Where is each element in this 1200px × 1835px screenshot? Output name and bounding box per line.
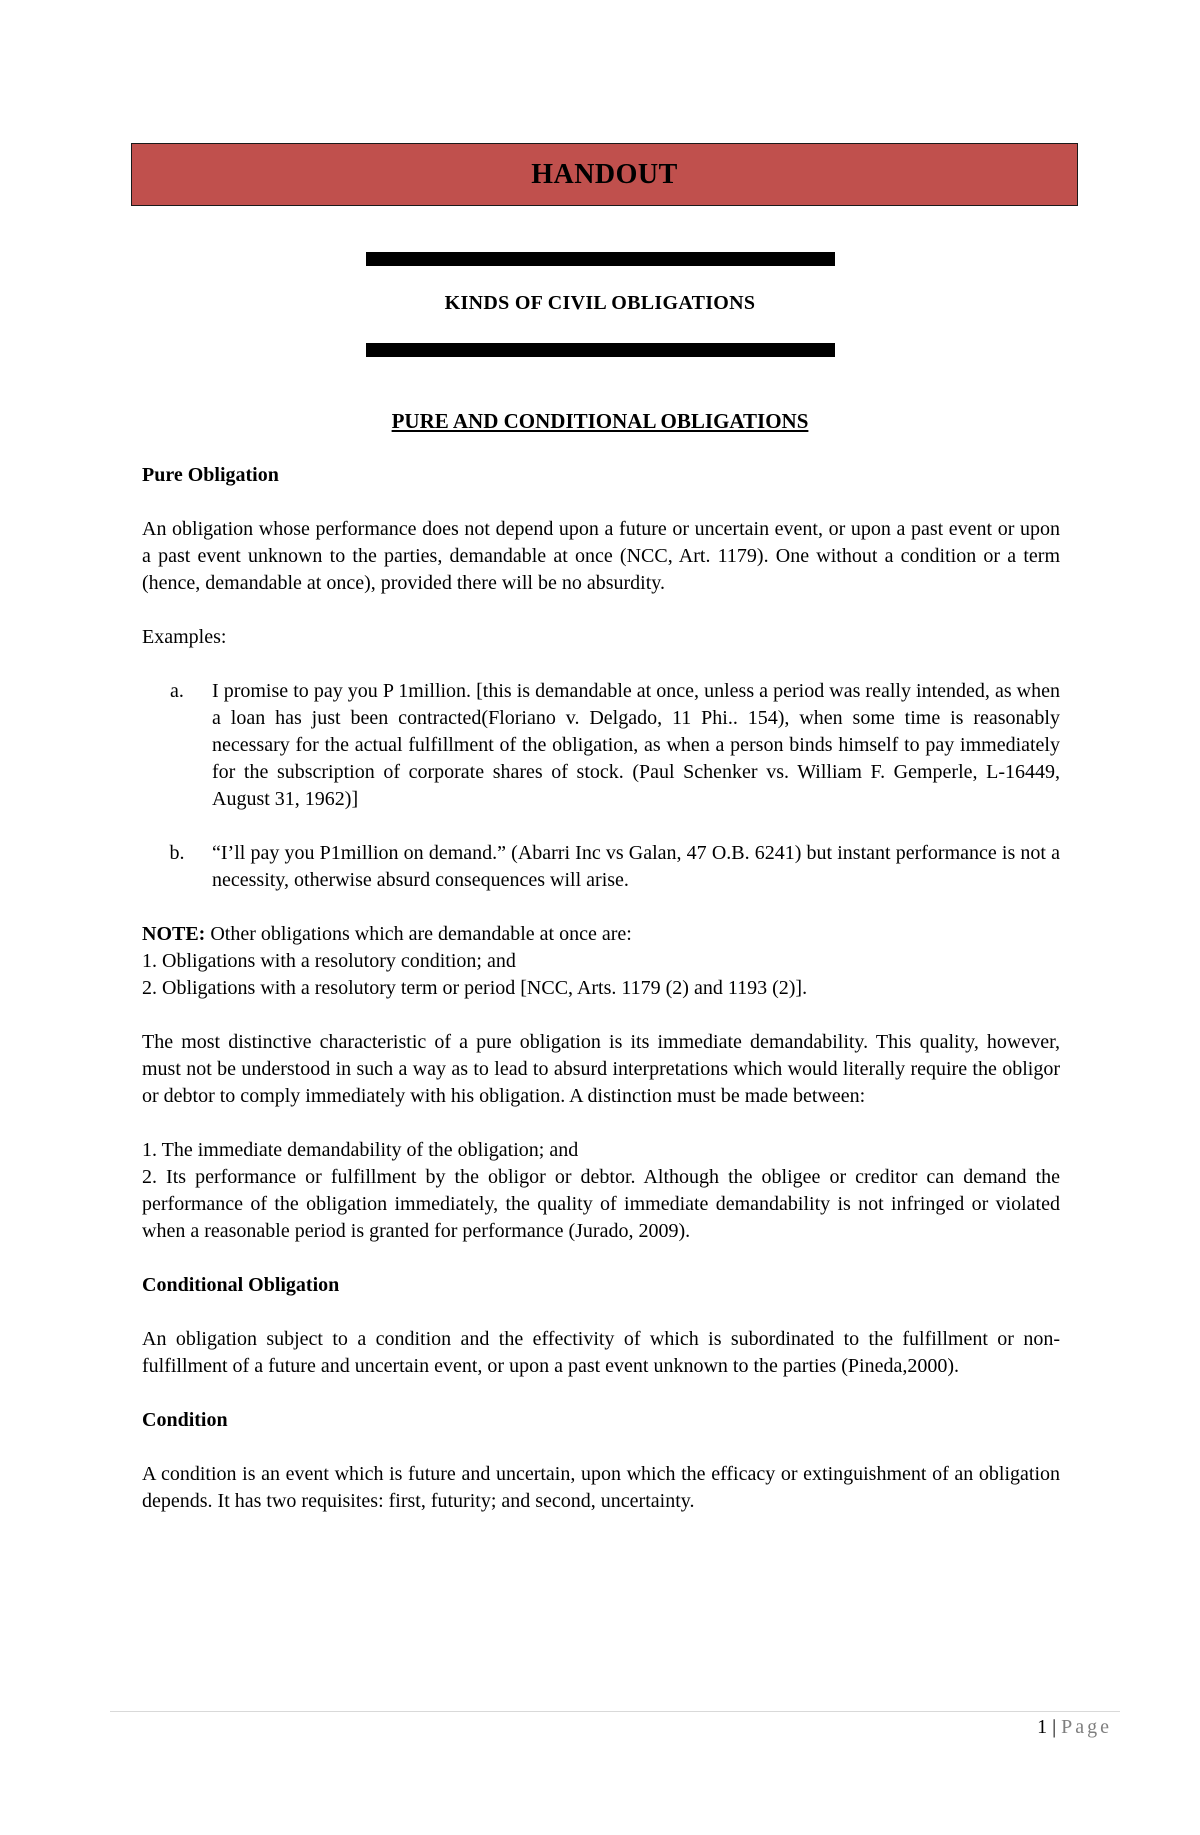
note-item: 2. Obligations with a resolutory term or period [NCC, Arts. 1179 (2) and 1193 (2)]. <box>142 977 808 999</box>
page-footer <box>1037 1716 1112 1739</box>
footer-separator: | <box>1052 1716 1057 1738</box>
section-title: PURE AND CONDITIONAL OBLIGATIONS <box>391 409 809 433</box>
handout-title: HANDOUT <box>531 158 678 190</box>
conditional-obligation-definition: An obligation subject to a condition and the effectivity of which is subordinated to the fulfillment or non-fulfillment of a future and uncertain event, or upon a past event unknown to the parties (Pineda,2000). <box>142 1328 1060 1377</box>
document-subtitle: KINDS OF CIVIL OBLIGATIONS <box>444 292 756 314</box>
distinction-item: 2. Its performance or fulfillment by the obligor or debtor. Although the obligee or creditor can demand the performance of the obligation immediately, the quality of immediate demandability is not infringed or violated when a reasonable period is granted for performance (Jurado, 2009). <box>142 1166 1060 1242</box>
distinction-item: 1. The immediate demandability of the obligation; and <box>142 1139 579 1161</box>
pure-obligation-definition: An obligation whose performance does not depend upon a future or uncertain event, or upon a past event or upon a past event unknown to the parties, demandable at once (NCC, Art. 1179). One without a condition or a term (hence, demandable at once), provided there will be no absurdity. <box>142 518 1060 594</box>
conditional-obligation-heading: Conditional Obligation <box>142 1274 340 1296</box>
document-body <box>142 462 1060 1515</box>
list-marker: a. <box>170 680 184 702</box>
example-text: “I’ll pay you P1million on demand.” (Abarri Inc vs Galan, 47 O.B. 6241) but instant performance is not a necessity, otherwise absurd consequences will arise. <box>212 842 1060 891</box>
condition-heading: Condition <box>142 1409 228 1431</box>
note-intro: Other obligations which are demandable at once are: <box>205 923 632 945</box>
condition-definition: A condition is an event which is future and uncertain, upon which the efficacy or extinguishment of an obligation depends. It has two requisites: first, futurity; and second, uncertainty. <box>142 1463 1060 1512</box>
pure-obligation-heading: Pure Obligation <box>142 464 279 486</box>
note-label: NOTE: <box>142 923 206 945</box>
list-item <box>142 678 1060 813</box>
footer-divider <box>110 1711 1120 1712</box>
examples-label: Examples: <box>142 626 227 648</box>
note-item: 1. Obligations with a resolutory condition; and <box>142 950 516 972</box>
list-item <box>142 840 1060 894</box>
example-text: I promise to pay you P 1million. [this is demandable at once, unless a period was really intended, as when a loan has just been contracted(Floriano v. Delgado, 11 Phi.. 154), when some time is reasonably necessary for the actual fulfillment of the obligation, as when a person binds himself to pay immediately for the subscription of corporate shares of stock. (Paul Schenker vs. William F. Gemperle, L-16449, August 31, 1962)] <box>212 680 1060 810</box>
list-marker: b. <box>169 842 185 864</box>
title-rule-bottom <box>366 343 835 357</box>
distinctive-paragraph: The most distinctive characteristic of a pure obligation is its immediate demandability. This quality, however, must not be understood in such a way as to lead to absurd interpretations which would literally require the obligor or debtor to comply immediately with his obligation. A distinction must be made between: <box>142 1031 1060 1107</box>
note-paragraph <box>142 921 1060 948</box>
handout-banner <box>131 143 1078 206</box>
page-label: Page <box>1061 1716 1112 1738</box>
title-rule-top <box>366 252 835 266</box>
page-number: 1 <box>1037 1716 1048 1738</box>
